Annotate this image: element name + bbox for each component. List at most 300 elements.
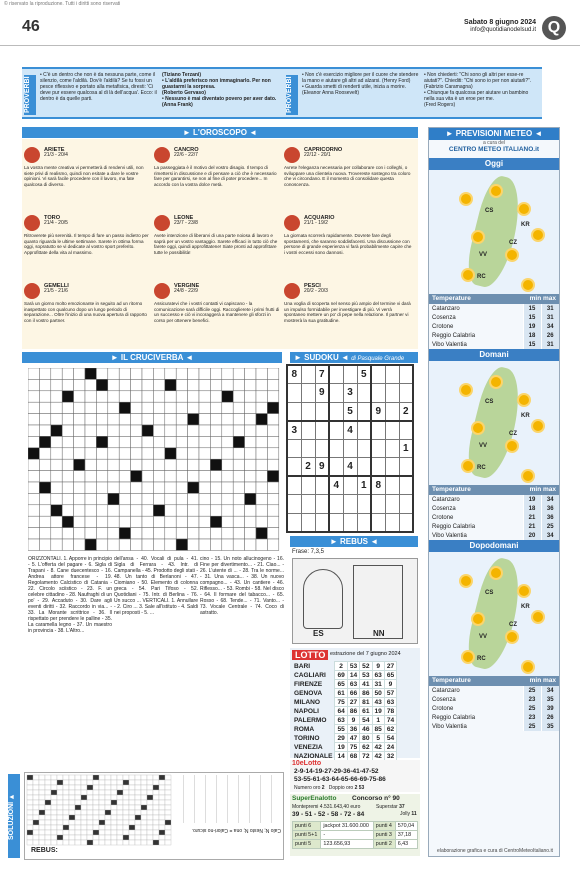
crossword-cell[interactable] xyxy=(165,391,176,402)
crossword-cell[interactable] xyxy=(256,448,267,459)
crossword-cell[interactable] xyxy=(199,493,210,504)
crossword-cell[interactable] xyxy=(210,368,221,379)
crossword-cell[interactable] xyxy=(74,471,85,482)
crossword-cell[interactable] xyxy=(62,493,73,504)
crossword-cell[interactable] xyxy=(233,425,244,436)
crossword-cell[interactable] xyxy=(256,482,267,493)
crossword-cell[interactable] xyxy=(245,414,256,425)
crossword-cell[interactable] xyxy=(74,368,85,379)
crossword-cell[interactable] xyxy=(51,379,62,390)
crossword-cell[interactable] xyxy=(245,459,256,470)
crossword-cell[interactable] xyxy=(199,425,210,436)
crossword-cell[interactable] xyxy=(210,448,221,459)
crossword-cell[interactable] xyxy=(85,414,96,425)
sudoku-cell[interactable] xyxy=(301,476,315,495)
crossword-cell[interactable] xyxy=(267,482,278,493)
crossword-cell[interactable] xyxy=(131,528,142,539)
crossword-cell[interactable] xyxy=(210,471,221,482)
crossword-cell[interactable] xyxy=(165,471,176,482)
crossword-cell[interactable] xyxy=(62,402,73,413)
crossword-cell[interactable] xyxy=(39,471,50,482)
crossword-cell[interactable] xyxy=(74,402,85,413)
sudoku-cell[interactable] xyxy=(343,495,357,514)
crossword-cell[interactable] xyxy=(176,391,187,402)
sudoku-cell[interactable] xyxy=(399,476,413,495)
crossword-cell[interactable] xyxy=(245,391,256,402)
crossword-cell[interactable] xyxy=(131,505,142,516)
sudoku-cell[interactable] xyxy=(371,421,385,440)
crossword-cell[interactable] xyxy=(233,482,244,493)
crossword-cell[interactable] xyxy=(119,425,130,436)
crossword-cell[interactable] xyxy=(62,448,73,459)
crossword-cell[interactable] xyxy=(119,391,130,402)
crossword-cell[interactable] xyxy=(51,516,62,527)
crossword-cell[interactable] xyxy=(119,436,130,447)
sudoku-cell[interactable] xyxy=(385,365,399,384)
crossword-cell[interactable] xyxy=(210,505,221,516)
crossword-cell[interactable] xyxy=(131,391,142,402)
crossword-cell[interactable] xyxy=(267,505,278,516)
crossword-cell[interactable] xyxy=(85,425,96,436)
sudoku-cell[interactable]: 8 xyxy=(287,365,301,384)
crossword-cell[interactable] xyxy=(74,505,85,516)
sudoku-cell[interactable] xyxy=(357,421,371,440)
crossword-cell[interactable] xyxy=(245,379,256,390)
crossword-cell[interactable] xyxy=(39,425,50,436)
sudoku-cell[interactable] xyxy=(371,439,385,458)
crossword-cell[interactable] xyxy=(256,425,267,436)
sudoku-cell[interactable] xyxy=(287,384,301,403)
sudoku-cell[interactable] xyxy=(357,439,371,458)
crossword-cell[interactable] xyxy=(85,516,96,527)
crossword-cell[interactable] xyxy=(142,448,153,459)
sudoku-cell[interactable]: 5 xyxy=(357,365,371,384)
crossword-cell[interactable] xyxy=(62,414,73,425)
crossword-cell[interactable] xyxy=(108,436,119,447)
crossword-cell[interactable] xyxy=(51,368,62,379)
sudoku-cell[interactable] xyxy=(329,384,343,403)
crossword-cell[interactable] xyxy=(28,493,39,504)
crossword-cell[interactable] xyxy=(233,539,244,550)
crossword-cell[interactable] xyxy=(28,459,39,470)
sudoku-cell[interactable]: 8 xyxy=(371,476,385,495)
crossword-cell[interactable] xyxy=(233,459,244,470)
crossword-cell[interactable] xyxy=(267,425,278,436)
crossword-cell[interactable] xyxy=(39,505,50,516)
crossword-cell[interactable] xyxy=(108,471,119,482)
crossword-cell[interactable] xyxy=(188,436,199,447)
crossword-cell[interactable] xyxy=(245,505,256,516)
crossword-cell[interactable] xyxy=(39,391,50,402)
crossword-cell[interactable] xyxy=(74,391,85,402)
crossword-cell[interactable] xyxy=(267,539,278,550)
crossword-cell[interactable] xyxy=(62,368,73,379)
crossword-cell[interactable] xyxy=(28,482,39,493)
sudoku-cell[interactable] xyxy=(385,402,399,421)
sudoku-cell[interactable] xyxy=(371,365,385,384)
sudoku-cell[interactable] xyxy=(357,402,371,421)
crossword-cell[interactable] xyxy=(153,368,164,379)
crossword-cell[interactable] xyxy=(210,436,221,447)
crossword-cell[interactable] xyxy=(256,539,267,550)
sudoku-cell[interactable] xyxy=(287,495,301,514)
crossword-cell[interactable] xyxy=(28,368,39,379)
crossword-cell[interactable] xyxy=(256,368,267,379)
sudoku-cell[interactable] xyxy=(329,513,343,532)
crossword-cell[interactable] xyxy=(142,539,153,550)
crossword-cell[interactable] xyxy=(108,368,119,379)
crossword-cell[interactable] xyxy=(153,425,164,436)
sudoku-cell[interactable] xyxy=(287,513,301,532)
crossword-cell[interactable] xyxy=(188,471,199,482)
crossword-cell[interactable] xyxy=(131,516,142,527)
sudoku-cell[interactable] xyxy=(329,402,343,421)
crossword-cell[interactable] xyxy=(176,368,187,379)
crossword-cell[interactable] xyxy=(153,516,164,527)
crossword-cell[interactable] xyxy=(267,493,278,504)
crossword-cell[interactable] xyxy=(62,505,73,516)
crossword-cell[interactable] xyxy=(85,471,96,482)
crossword-cell[interactable] xyxy=(245,425,256,436)
crossword-cell[interactable] xyxy=(28,505,39,516)
crossword-cell[interactable] xyxy=(199,539,210,550)
crossword-cell[interactable] xyxy=(245,528,256,539)
crossword-cell[interactable] xyxy=(267,459,278,470)
crossword-cell[interactable] xyxy=(28,539,39,550)
crossword-cell[interactable] xyxy=(131,436,142,447)
crossword-cell[interactable] xyxy=(176,402,187,413)
sudoku-cell[interactable] xyxy=(315,476,329,495)
crossword-cell[interactable] xyxy=(153,391,164,402)
crossword-cell[interactable] xyxy=(108,402,119,413)
crossword-cell[interactable] xyxy=(96,528,107,539)
crossword-cell[interactable] xyxy=(188,516,199,527)
crossword-cell[interactable] xyxy=(245,436,256,447)
sudoku-cell[interactable] xyxy=(301,513,315,532)
sudoku-cell[interactable]: 4 xyxy=(343,421,357,440)
crossword-cell[interactable] xyxy=(210,402,221,413)
sudoku-cell[interactable] xyxy=(301,421,315,440)
crossword-cell[interactable] xyxy=(131,402,142,413)
crossword-cell[interactable] xyxy=(165,425,176,436)
sudoku-cell[interactable] xyxy=(315,439,329,458)
crossword-cell[interactable] xyxy=(233,448,244,459)
crossword-cell[interactable] xyxy=(142,391,153,402)
crossword-cell[interactable] xyxy=(28,528,39,539)
crossword-cell[interactable] xyxy=(96,493,107,504)
crossword-cell[interactable] xyxy=(119,493,130,504)
crossword-cell[interactable] xyxy=(222,539,233,550)
crossword-cell[interactable] xyxy=(74,528,85,539)
sudoku-cell[interactable] xyxy=(315,402,329,421)
crossword-cell[interactable] xyxy=(85,505,96,516)
crossword-cell[interactable] xyxy=(131,448,142,459)
sudoku-cell[interactable] xyxy=(287,402,301,421)
crossword-cell[interactable] xyxy=(131,493,142,504)
crossword-cell[interactable] xyxy=(51,391,62,402)
crossword-cell[interactable] xyxy=(188,402,199,413)
sudoku-cell[interactable] xyxy=(385,476,399,495)
crossword-cell[interactable] xyxy=(108,391,119,402)
crossword-cell[interactable] xyxy=(85,448,96,459)
crossword-cell[interactable] xyxy=(165,414,176,425)
crossword-cell[interactable] xyxy=(210,379,221,390)
crossword-cell[interactable] xyxy=(28,391,39,402)
crossword-cell[interactable] xyxy=(51,402,62,413)
crossword-cell[interactable] xyxy=(153,539,164,550)
crossword-cell[interactable] xyxy=(142,471,153,482)
crossword-cell[interactable] xyxy=(96,368,107,379)
crossword-cell[interactable] xyxy=(188,379,199,390)
crossword-cell[interactable] xyxy=(51,493,62,504)
sudoku-cell[interactable] xyxy=(315,513,329,532)
crossword-cell[interactable] xyxy=(233,414,244,425)
crossword-cell[interactable] xyxy=(188,528,199,539)
crossword-cell[interactable] xyxy=(256,391,267,402)
sudoku-cell[interactable] xyxy=(329,365,343,384)
crossword-cell[interactable] xyxy=(108,505,119,516)
crossword-cell[interactable] xyxy=(153,471,164,482)
crossword-cell[interactable] xyxy=(119,368,130,379)
crossword-cell[interactable] xyxy=(142,459,153,470)
crossword-cell[interactable] xyxy=(28,414,39,425)
crossword-cell[interactable] xyxy=(74,448,85,459)
crossword-cell[interactable] xyxy=(96,448,107,459)
crossword-cell[interactable] xyxy=(142,528,153,539)
crossword-cell[interactable] xyxy=(222,402,233,413)
crossword-cell[interactable] xyxy=(142,379,153,390)
sudoku-cell[interactable] xyxy=(371,384,385,403)
crossword-cell[interactable] xyxy=(267,528,278,539)
crossword-cell[interactable] xyxy=(74,493,85,504)
crossword-cell[interactable] xyxy=(153,414,164,425)
crossword-cell[interactable] xyxy=(188,493,199,504)
crossword-cell[interactable] xyxy=(176,471,187,482)
crossword-cell[interactable] xyxy=(142,516,153,527)
crossword-cell[interactable] xyxy=(39,368,50,379)
crossword-cell[interactable] xyxy=(62,436,73,447)
crossword-cell[interactable] xyxy=(176,482,187,493)
sudoku-cell[interactable] xyxy=(343,476,357,495)
crossword-cell[interactable] xyxy=(108,379,119,390)
crossword-cell[interactable] xyxy=(210,482,221,493)
crossword-cell[interactable] xyxy=(96,391,107,402)
crossword-cell[interactable] xyxy=(267,414,278,425)
crossword-cell[interactable] xyxy=(85,379,96,390)
sudoku-cell[interactable] xyxy=(399,384,413,403)
crossword-cell[interactable] xyxy=(62,539,73,550)
sudoku-cell[interactable] xyxy=(301,365,315,384)
crossword-cell[interactable] xyxy=(142,505,153,516)
crossword-cell[interactable] xyxy=(153,436,164,447)
crossword-cell[interactable] xyxy=(96,414,107,425)
crossword-cell[interactable] xyxy=(188,425,199,436)
crossword-cell[interactable] xyxy=(210,425,221,436)
crossword-cell[interactable] xyxy=(39,528,50,539)
crossword-cell[interactable] xyxy=(119,516,130,527)
crossword-cell[interactable] xyxy=(108,425,119,436)
crossword-cell[interactable] xyxy=(153,379,164,390)
crossword-cell[interactable] xyxy=(142,482,153,493)
crossword-cell[interactable] xyxy=(176,448,187,459)
crossword-cell[interactable] xyxy=(74,414,85,425)
crossword-cell[interactable] xyxy=(96,471,107,482)
crossword-cell[interactable] xyxy=(142,402,153,413)
crossword-cell[interactable] xyxy=(165,505,176,516)
crossword-cell[interactable] xyxy=(142,414,153,425)
crossword-cell[interactable] xyxy=(142,436,153,447)
crossword-cell[interactable] xyxy=(165,528,176,539)
crossword-cell[interactable] xyxy=(62,379,73,390)
crossword-cell[interactable] xyxy=(245,368,256,379)
crossword-cell[interactable] xyxy=(222,425,233,436)
sudoku-cell[interactable] xyxy=(301,439,315,458)
sudoku-cell[interactable] xyxy=(371,458,385,477)
crossword-cell[interactable] xyxy=(199,516,210,527)
crossword-cell[interactable] xyxy=(165,482,176,493)
crossword-cell[interactable] xyxy=(165,459,176,470)
crossword-cell[interactable] xyxy=(108,539,119,550)
crossword-cell[interactable] xyxy=(165,516,176,527)
crossword-cell[interactable] xyxy=(233,391,244,402)
crossword-cell[interactable] xyxy=(142,368,153,379)
crossword-grid[interactable] xyxy=(28,368,280,552)
crossword-cell[interactable] xyxy=(222,482,233,493)
sudoku-cell[interactable] xyxy=(371,513,385,532)
crossword-cell[interactable] xyxy=(245,402,256,413)
crossword-cell[interactable] xyxy=(131,368,142,379)
crossword-cell[interactable] xyxy=(108,516,119,527)
crossword-cell[interactable] xyxy=(165,436,176,447)
crossword-cell[interactable] xyxy=(119,448,130,459)
crossword-cell[interactable] xyxy=(119,482,130,493)
crossword-cell[interactable] xyxy=(199,471,210,482)
crossword-cell[interactable] xyxy=(233,516,244,527)
crossword-cell[interactable] xyxy=(188,391,199,402)
crossword-cell[interactable] xyxy=(108,459,119,470)
sudoku-cell[interactable] xyxy=(315,495,329,514)
crossword-cell[interactable] xyxy=(85,391,96,402)
crossword-cell[interactable] xyxy=(51,436,62,447)
sudoku-cell[interactable]: 3 xyxy=(343,384,357,403)
crossword-cell[interactable] xyxy=(153,493,164,504)
crossword-cell[interactable] xyxy=(119,379,130,390)
crossword-cell[interactable] xyxy=(131,482,142,493)
crossword-cell[interactable] xyxy=(267,436,278,447)
crossword-cell[interactable] xyxy=(108,414,119,425)
sudoku-grid[interactable] xyxy=(286,364,414,533)
crossword-cell[interactable] xyxy=(165,402,176,413)
crossword-cell[interactable] xyxy=(245,516,256,527)
crossword-cell[interactable] xyxy=(39,516,50,527)
crossword-cell[interactable] xyxy=(176,505,187,516)
crossword-cell[interactable] xyxy=(131,459,142,470)
crossword-cell[interactable] xyxy=(256,459,267,470)
crossword-cell[interactable] xyxy=(96,539,107,550)
sudoku-cell[interactable] xyxy=(343,439,357,458)
sudoku-cell[interactable] xyxy=(371,495,385,514)
crossword-cell[interactable] xyxy=(28,516,39,527)
crossword-cell[interactable] xyxy=(153,528,164,539)
crossword-cell[interactable] xyxy=(28,471,39,482)
crossword-cell[interactable] xyxy=(267,391,278,402)
sudoku-cell[interactable] xyxy=(385,513,399,532)
crossword-cell[interactable] xyxy=(85,528,96,539)
crossword-cell[interactable] xyxy=(28,379,39,390)
crossword-cell[interactable] xyxy=(153,402,164,413)
crossword-cell[interactable] xyxy=(51,471,62,482)
crossword-cell[interactable] xyxy=(267,368,278,379)
crossword-cell[interactable] xyxy=(199,368,210,379)
crossword-cell[interactable] xyxy=(199,448,210,459)
crossword-cell[interactable] xyxy=(108,528,119,539)
sudoku-cell[interactable] xyxy=(399,495,413,514)
crossword-cell[interactable] xyxy=(176,379,187,390)
sudoku-cell[interactable] xyxy=(385,421,399,440)
crossword-cell[interactable] xyxy=(210,528,221,539)
crossword-cell[interactable] xyxy=(199,402,210,413)
crossword-cell[interactable] xyxy=(39,414,50,425)
crossword-cell[interactable] xyxy=(222,516,233,527)
crossword-cell[interactable] xyxy=(256,493,267,504)
crossword-cell[interactable] xyxy=(51,459,62,470)
sudoku-cell[interactable]: 1 xyxy=(357,476,371,495)
sudoku-cell[interactable] xyxy=(399,365,413,384)
crossword-cell[interactable] xyxy=(51,414,62,425)
crossword-cell[interactable] xyxy=(222,379,233,390)
sudoku-cell[interactable]: 2 xyxy=(301,458,315,477)
crossword-cell[interactable] xyxy=(74,516,85,527)
sudoku-cell[interactable] xyxy=(385,495,399,514)
crossword-cell[interactable] xyxy=(245,448,256,459)
sudoku-cell[interactable]: 2 xyxy=(399,402,413,421)
crossword-cell[interactable] xyxy=(96,402,107,413)
crossword-cell[interactable] xyxy=(74,482,85,493)
sudoku-cell[interactable] xyxy=(343,365,357,384)
crossword-cell[interactable] xyxy=(153,459,164,470)
crossword-cell[interactable] xyxy=(188,505,199,516)
crossword-cell[interactable] xyxy=(62,482,73,493)
sudoku-cell[interactable] xyxy=(385,458,399,477)
crossword-cell[interactable] xyxy=(256,379,267,390)
crossword-cell[interactable] xyxy=(74,379,85,390)
crossword-cell[interactable] xyxy=(119,505,130,516)
crossword-cell[interactable] xyxy=(62,459,73,470)
sudoku-cell[interactable]: 9 xyxy=(371,402,385,421)
crossword-cell[interactable] xyxy=(199,482,210,493)
crossword-cell[interactable] xyxy=(188,459,199,470)
crossword-cell[interactable] xyxy=(165,539,176,550)
crossword-cell[interactable] xyxy=(256,516,267,527)
crossword-cell[interactable] xyxy=(233,379,244,390)
crossword-cell[interactable] xyxy=(74,539,85,550)
crossword-cell[interactable] xyxy=(199,414,210,425)
crossword-cell[interactable] xyxy=(131,379,142,390)
crossword-cell[interactable] xyxy=(222,414,233,425)
sudoku-cell[interactable]: 1 xyxy=(399,439,413,458)
crossword-cell[interactable] xyxy=(39,459,50,470)
sudoku-cell[interactable] xyxy=(287,476,301,495)
sudoku-cell[interactable] xyxy=(287,458,301,477)
sudoku-cell[interactable] xyxy=(357,384,371,403)
crossword-cell[interactable] xyxy=(51,528,62,539)
crossword-cell[interactable] xyxy=(176,459,187,470)
crossword-cell[interactable] xyxy=(245,471,256,482)
crossword-cell[interactable] xyxy=(256,471,267,482)
crossword-cell[interactable] xyxy=(245,482,256,493)
crossword-cell[interactable] xyxy=(199,436,210,447)
sudoku-cell[interactable] xyxy=(385,439,399,458)
